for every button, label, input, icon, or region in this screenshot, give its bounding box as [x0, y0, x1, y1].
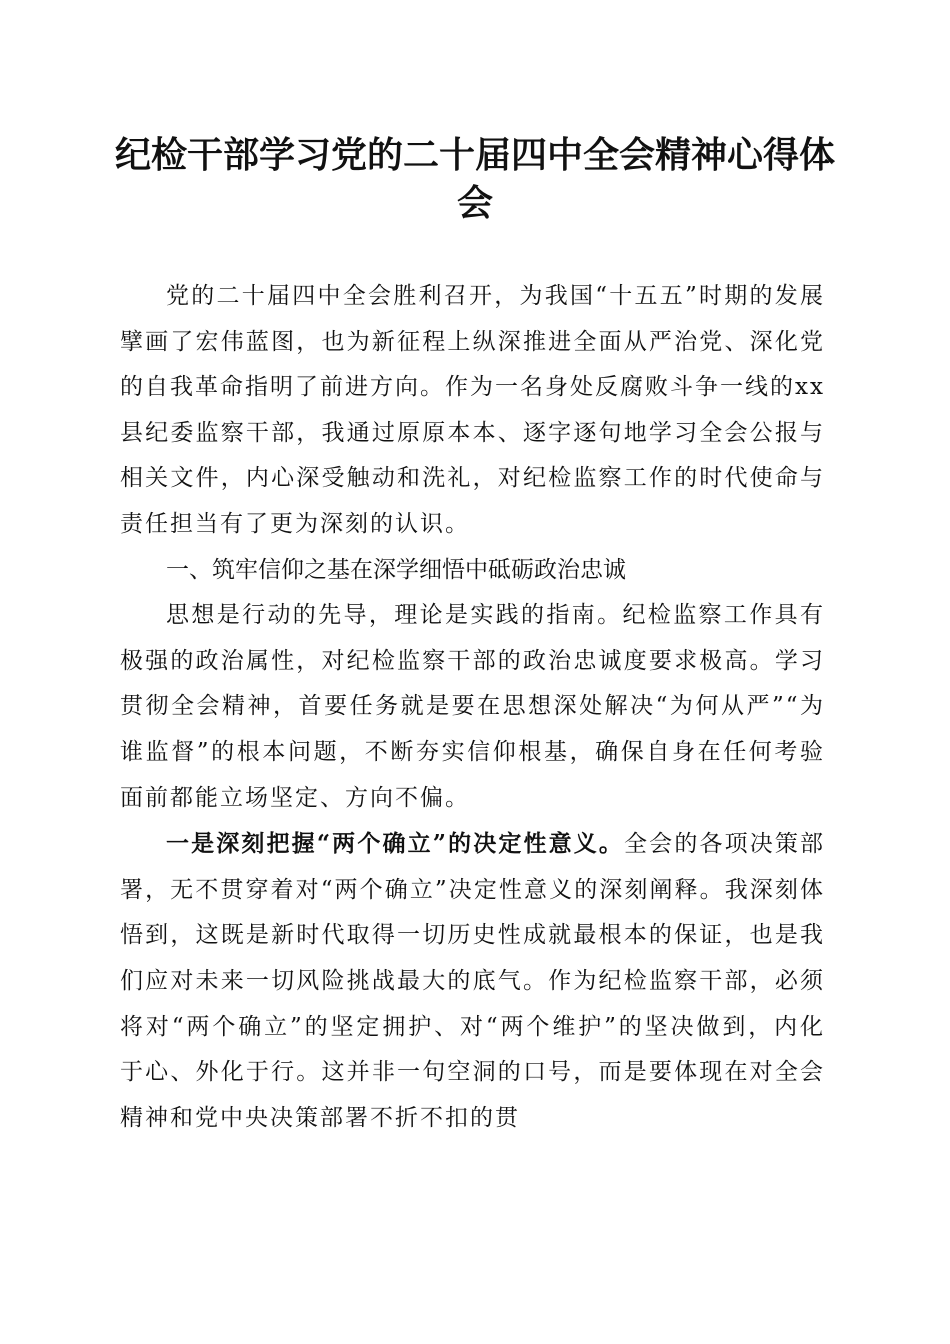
- point-1-paragraph: [120, 821, 825, 1141]
- document-title: 纪检干部学习党的二十届四中全会精神心得体会: [114, 135, 835, 224]
- intro-paragraph: 党的二十届四中全会胜利召开，为我国“十五五”时期的发展擘画了宏伟蓝图，也为新征程上纵深推进全面从严治党、深化党的自我革命指明了前进方向。作为一名身处反腐败斗争一线的xx县纪委监察干部，我通过原原本本、逐字逐句地学习全会公报与相关文件，内心深受触动和洗礼，对纪检监察工作的时代使命与责任担当有了更为深刻的认识。: [120, 283, 825, 537]
- point-1-lead: 一是深刻把握“两个确立”的决定性意义。: [166, 830, 625, 858]
- document-body: [120, 274, 825, 1141]
- section-heading-1: 一、筑牢信仰之基在深学细悟中砥砺政治忠诚: [166, 556, 626, 583]
- section-1-paragraph: 思想是行动的先导，理论是实践的指南。纪检监察工作具有极强的政治属性，对纪检监察干部的政治忠诚度要求极高。学习贯彻全会精神，首要任务就是要在思想深处解决“为何从严”“为谁监督”的根本问题，不断夯实信仰根基，确保自身在任何考验面前都能立场坚定、方向不偏。: [120, 602, 825, 811]
- point-1-text: 全会的各项决策部署，无不贯穿着对“两个确立”决定性意义的深刻阐释。我深刻体悟到，这既是新时代取得一切历史性成就最根本的保证，也是我们应对未来一切风险挑战最大的底气。作为纪检监察干部，必须将对“两个确立”的坚定拥护、对“两个维护”的坚决做到，内化于心、外化于行。这并非一句空洞的口号，而是要体现在对全会精神和党中央决策部署不折不扣的贯: [120, 831, 825, 1131]
